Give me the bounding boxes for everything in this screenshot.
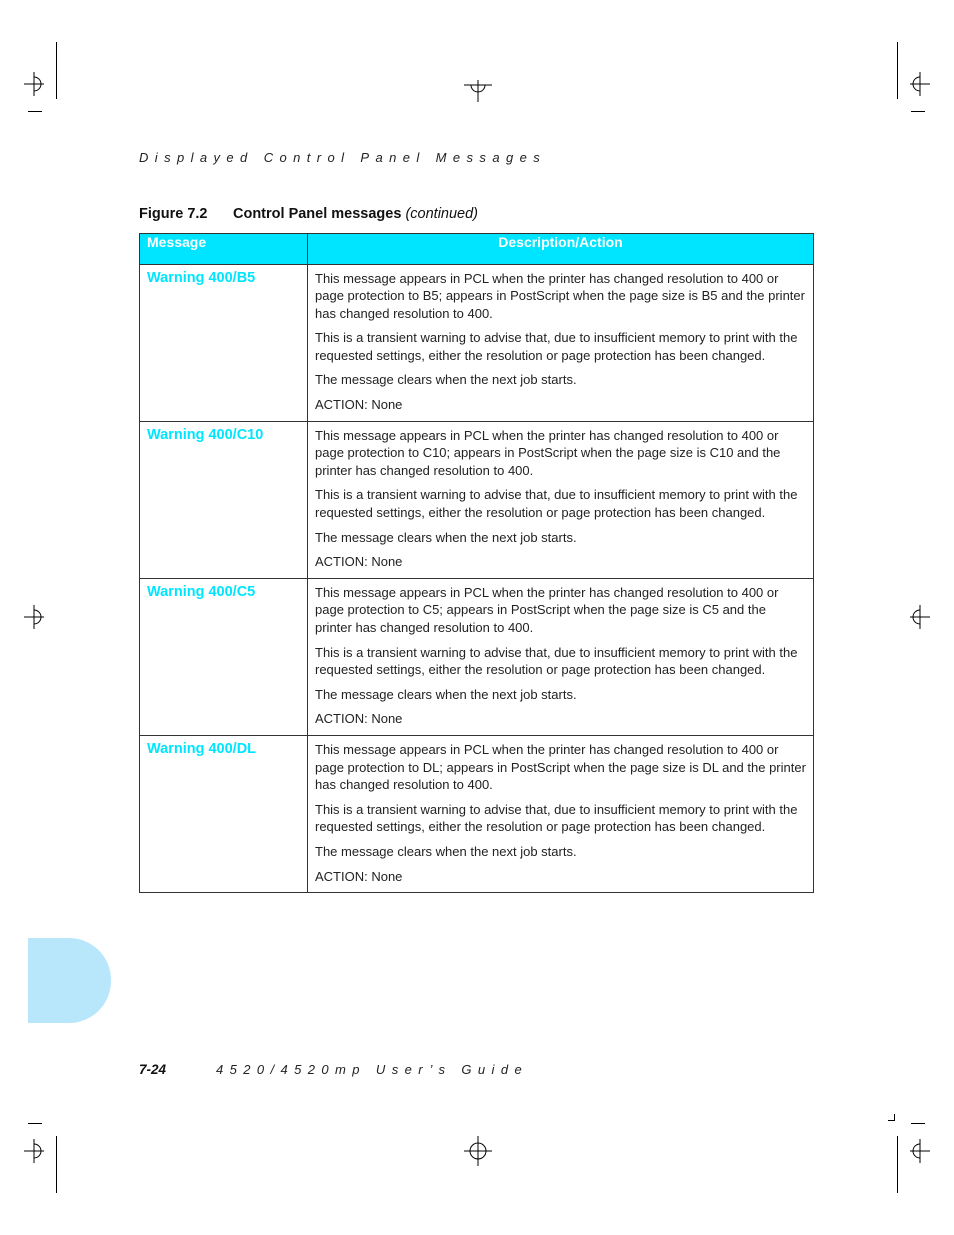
table-row [140,736,814,893]
action-text: ACTION: None [315,711,403,727]
figure-caption [139,206,478,222]
control-panel-messages-table [139,233,814,893]
action-text: ACTION: None [315,868,403,884]
description-paragraph: The message clears when the next job starts. [315,686,577,702]
description-paragraph: This is a transient warning to advise that, due to insufficient memory to print with the requested settings, either the resolution or page protection has been changed. [315,644,798,677]
registration-mark-bottom-center [464,1136,492,1166]
message-description [308,579,814,736]
registration-mark-mid-right [910,605,930,629]
description-paragraph: This message appears in PCL when the printer has changed resolution to 400 or page protection to C10; appears in PostScript when the page size is C10 and the printer has changed resolution to 400. [315,428,781,478]
description-paragraph: This is a transient warning to advise that, due to insufficient memory to print with the requested settings, either the resolution or page protection has been changed. [315,487,798,520]
registration-mark-mid-left [24,605,44,629]
page-number: 7-24 [139,1062,167,1077]
registration-mark-top-left [24,72,44,96]
column-header-message: Message [140,234,308,265]
description-paragraph: The message clears when the next job starts. [315,843,577,859]
action-text: ACTION: None [315,397,403,413]
action-text: ACTION: None [315,554,403,570]
table-header-row [140,234,814,265]
chapter-thumb-tab [28,938,111,1023]
description-paragraph: This message appears in PCL when the printer has changed resolution to 400 or page protection to B5; appears in PostScript when the page size is B5 and the printer has changed resolution to 400. [315,271,805,321]
description-paragraph: The message clears when the next job starts. [315,529,577,545]
figure-number: Figure 7.2 [139,206,208,222]
description-paragraph: This is a transient warning to advise that, due to insufficient memory to print with the requested settings, either the resolution or page protection has been changed. [315,330,798,363]
figure-title: Control Panel messages [233,206,402,222]
description-paragraph: This message appears in PCL when the printer has changed resolution to 400 or page protection to C5; appears in PostScript when the page size is C5 and the printer has changed resolution to 400. [315,585,779,635]
table-row [140,422,814,579]
table-row [140,265,814,422]
registration-mark-bottom-right [910,1139,930,1163]
message-description [308,422,814,579]
table-row [140,579,814,736]
message-name: Warning 400/B5 [140,265,308,422]
message-description [308,265,814,422]
running-header: Displayed Control Panel Messages [139,150,547,165]
registration-mark-top-center [464,80,492,102]
figure-continued: (continued) [405,206,478,222]
registration-mark-bottom-left [24,1139,44,1163]
message-name: Warning 400/DL [140,736,308,893]
message-name: Warning 400/C10 [140,422,308,579]
description-paragraph: The message clears when the next job starts. [315,372,577,388]
description-paragraph: This message appears in PCL when the printer has changed resolution to 400 or page protection to DL; appears in PostScript when the page size is DL and the printer has changed resolution to 400. [315,742,806,792]
registration-mark-top-right [910,72,930,96]
message-name: Warning 400/C5 [140,579,308,736]
message-description [308,736,814,893]
description-paragraph: This is a transient warning to advise that, due to insufficient memory to print with the requested settings, either the resolution or page protection has been changed. [315,801,798,834]
footer-guide-title: 4520/4520mp User’s Guide [216,1062,529,1077]
column-header-description: Description/Action [308,234,814,265]
